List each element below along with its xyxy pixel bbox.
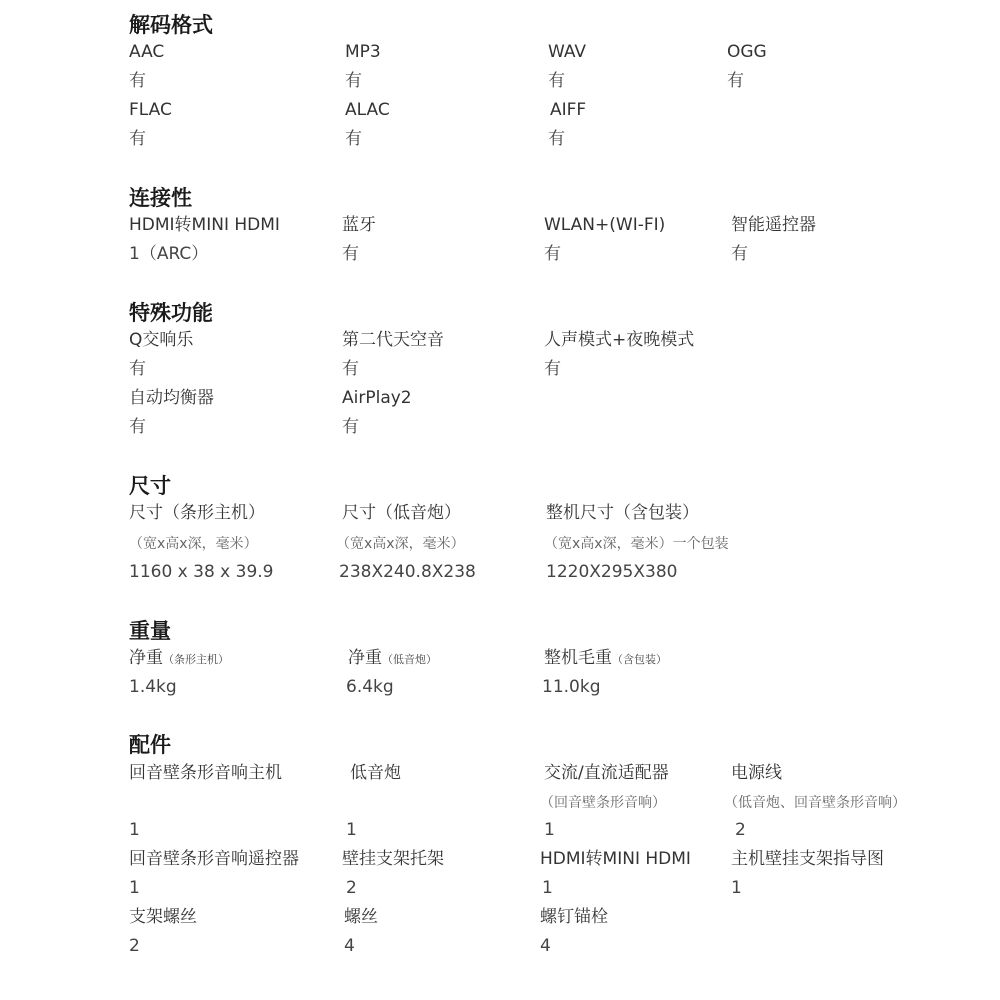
weight-main [129, 647, 229, 671]
size-package-label: 整机尺寸（含包装） [546, 503, 699, 523]
acc-screw-label: 螺丝 [344, 907, 378, 927]
q-symphony-label: Q交响乐 [129, 330, 194, 350]
size-heading: 尺寸 [129, 474, 171, 498]
acc-wall-bracket-label: 壁挂支架托架 [342, 849, 444, 869]
acc-guide-label: 主机壁挂支架指导图 [731, 849, 884, 869]
ogg-label: OGG [727, 42, 767, 62]
size-sub-label: 尺寸（低音炮） [342, 503, 461, 523]
weight-main-label: 净重 [129, 648, 163, 668]
aac-label: AAC [129, 42, 165, 62]
acc-main-unit-value: 1 [129, 820, 140, 840]
airplay2-label: AirPlay2 [342, 388, 412, 408]
gen2-sky-label: 第二代天空音 [342, 330, 444, 350]
acc-remote-label: 回音壁条形音响遥控器 [129, 849, 299, 869]
voice-night-label: 人声模式+夜晚模式 [544, 330, 695, 350]
acc-main-unit-label: 回音壁条形音响主机 [129, 763, 282, 783]
bluetooth-label: 蓝牙 [342, 215, 376, 235]
weight-gross [544, 647, 667, 671]
weight-sub-label: 净重 [348, 648, 382, 668]
acc-bracket-screw-label: 支架螺丝 [129, 907, 197, 927]
acc-hdmi-cable-label: HDMI转MINI HDMI [540, 849, 691, 869]
q-symphony-value: 有 [129, 359, 146, 379]
size-package-unit: （宽x高x深，毫米）一个包装 [544, 536, 729, 552]
auto-eq-value: 有 [129, 417, 146, 437]
weight-sub-note: （低音炮） [382, 653, 437, 666]
acc-subwoofer-value: 1 [346, 820, 357, 840]
size-main-value: 1160 x 38 x 39.9 [129, 562, 274, 582]
acc-guide-value: 1 [731, 878, 742, 898]
acc-power-cord-note: （低音炮、回音壁条形音响） [724, 795, 906, 811]
features-heading: 特殊功能 [129, 301, 213, 325]
mp3-label: MP3 [345, 42, 381, 62]
size-main-label: 尺寸（条形主机） [129, 503, 265, 523]
acc-wall-bracket-value: 2 [346, 878, 357, 898]
aac-value: 有 [129, 71, 146, 91]
accessories-heading: 配件 [129, 733, 171, 757]
acc-screw-value: 4 [344, 936, 355, 956]
mp3-value: 有 [345, 71, 362, 91]
weight-gross-value: 11.0kg [542, 677, 601, 697]
remote-label: 智能遥控器 [731, 215, 816, 235]
voice-night-value: 有 [544, 359, 561, 379]
hdmi-label: HDMI转MINI HDMI [129, 215, 280, 235]
flac-value: 有 [129, 129, 146, 149]
acc-hdmi-cable-value: 1 [542, 878, 553, 898]
weight-main-note: （条形主机） [163, 653, 229, 666]
wav-value: 有 [548, 71, 565, 91]
weight-gross-note: （含包装） [612, 653, 667, 666]
size-sub-value: 238X240.8X238 [339, 562, 476, 582]
acc-adapter-label: 交流/直流适配器 [544, 763, 669, 783]
acc-bracket-screw-value: 2 [129, 936, 140, 956]
gen2-sky-value: 有 [342, 359, 359, 379]
decode-heading: 解码格式 [129, 13, 213, 37]
remote-value: 有 [731, 244, 748, 264]
aiff-label: AIFF [550, 100, 587, 120]
bluetooth-value: 有 [342, 244, 359, 264]
alac-label: ALAC [345, 100, 390, 120]
acc-adapter-value: 1 [544, 820, 555, 840]
weight-main-value: 1.4kg [129, 677, 177, 697]
flac-label: FLAC [129, 100, 172, 120]
acc-power-cord-value: 2 [735, 820, 746, 840]
size-package-value: 1220X295X380 [546, 562, 678, 582]
weight-gross-label: 整机毛重 [544, 648, 612, 668]
acc-anchor-label: 螺钉锚栓 [540, 907, 608, 927]
wlan-value: 有 [544, 244, 561, 264]
auto-eq-label: 自动均衡器 [129, 388, 214, 408]
acc-anchor-value: 4 [540, 936, 551, 956]
acc-remote-value: 1 [129, 878, 140, 898]
size-sub-unit: （宽x高x深，毫米） [336, 536, 465, 552]
alac-value: 有 [345, 129, 362, 149]
wlan-label: WLAN+(WI-FI) [544, 215, 666, 235]
weight-sub [348, 647, 437, 671]
weight-sub-value: 6.4kg [346, 677, 394, 697]
acc-adapter-note: （回音壁条形音响） [540, 795, 666, 811]
hdmi-value: 1（ARC） [129, 244, 209, 264]
size-main-unit: （宽x高x深，毫米） [129, 536, 258, 552]
acc-power-cord-label: 电源线 [731, 763, 782, 783]
ogg-value: 有 [727, 71, 744, 91]
acc-subwoofer-label: 低音炮 [350, 763, 401, 783]
weight-heading: 重量 [129, 619, 171, 643]
airplay2-value: 有 [342, 417, 359, 437]
aiff-value: 有 [548, 129, 565, 149]
connectivity-heading: 连接性 [129, 186, 192, 210]
wav-label: WAV [548, 42, 587, 62]
